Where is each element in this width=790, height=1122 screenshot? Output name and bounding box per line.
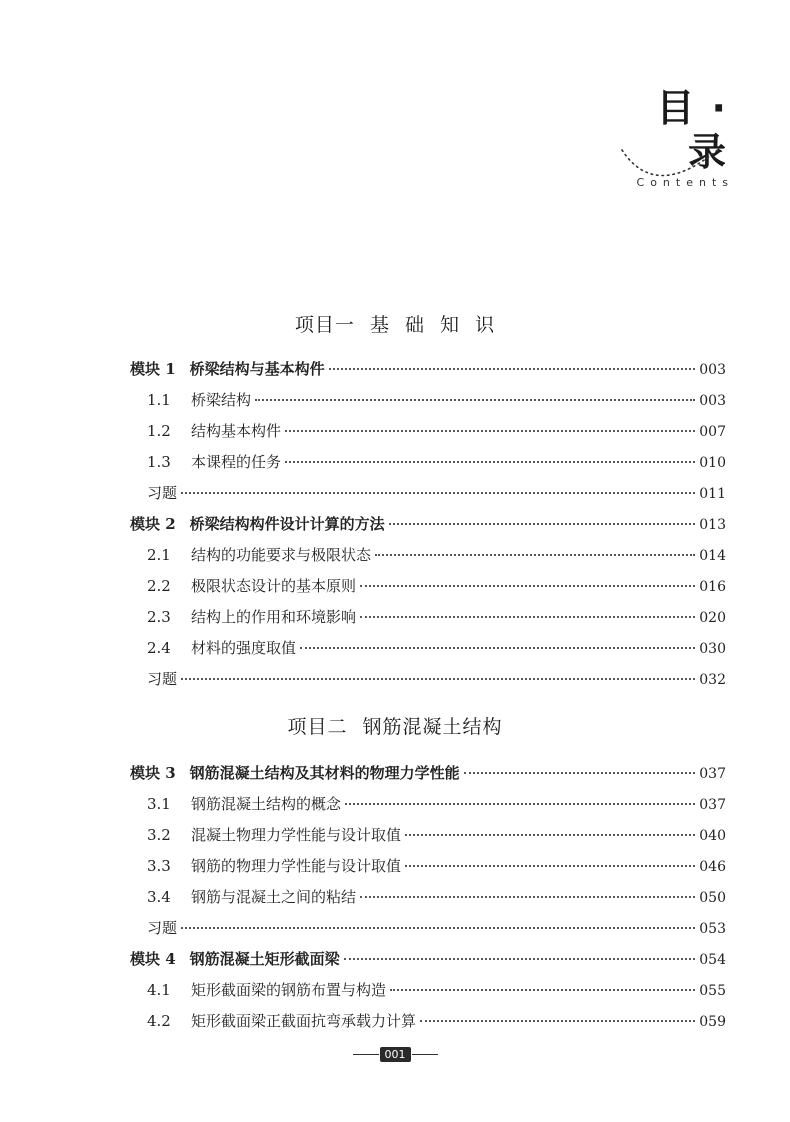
toc-row[interactable]: [130, 387, 726, 413]
toc-number: 3.1: [147, 795, 171, 813]
toc-number: 模块 1: [130, 360, 176, 378]
toc-row[interactable]: [130, 977, 726, 1003]
toc-label: 材料的强度取值: [191, 639, 297, 657]
toc-label: 结构基本构件: [191, 422, 282, 440]
toc-row[interactable]: [130, 853, 726, 879]
toc-row[interactable]: [130, 1008, 726, 1034]
toc-label: 桥梁结构构件设计计算的方法: [189, 515, 385, 533]
toc-number: 4.2: [147, 1012, 171, 1030]
toc-row[interactable]: [130, 791, 726, 817]
toc-page: 055: [699, 983, 726, 999]
page-number: 001: [380, 1047, 411, 1062]
project-two-title: 项目二 钢筋混凝土结构: [287, 716, 503, 738]
toc-row[interactable]: [130, 884, 726, 910]
toc-page: 037: [699, 797, 726, 813]
toc-row[interactable]: [130, 573, 726, 599]
toc-row[interactable]: [130, 604, 726, 630]
dot-leader: [255, 399, 695, 401]
toc-label: 结构上的作用和环境影响: [191, 608, 357, 626]
toc-number: 1.3: [147, 453, 171, 471]
toc-page: 040: [699, 828, 726, 844]
toc-label: 习题: [147, 919, 178, 937]
toc-number: 2.3: [147, 608, 171, 626]
dot-leader: [345, 803, 695, 805]
toc-row[interactable]: [130, 822, 726, 848]
toc-number: 2.2: [147, 577, 171, 595]
dot-leader: [390, 989, 695, 991]
toc-page: 050: [699, 890, 726, 906]
toc-label: 习题: [147, 670, 178, 688]
toc-label: 矩形截面梁正截面抗弯承载力计算: [191, 1012, 417, 1030]
dot-leader: [360, 585, 695, 587]
toc-label: 结构的功能要求与极限状态: [191, 546, 372, 564]
toc-label: 本课程的任务: [191, 453, 282, 471]
toc-row[interactable]: [130, 760, 726, 786]
dot-leader: [300, 647, 695, 649]
toc-label: 钢筋与混凝土之间的粘结: [191, 888, 357, 906]
dot-leader: [375, 554, 695, 556]
toc-row[interactable]: [130, 511, 726, 537]
dot-leader: [344, 958, 696, 960]
toc-row[interactable]: [130, 480, 726, 506]
toc-page: 059: [699, 1014, 726, 1030]
toc-page: 054: [699, 952, 726, 968]
toc-row[interactable]: [130, 418, 726, 444]
toc-page: 016: [699, 579, 726, 595]
toc-page: 030: [699, 641, 726, 657]
dot-leader: [285, 461, 695, 463]
toc-label: 钢筋的物理力学性能与设计取值: [191, 857, 402, 875]
dot-leader: [389, 523, 696, 525]
toc-page: 010: [699, 455, 726, 471]
toc-number: 模块 3: [130, 764, 176, 782]
toc-number: 模块 2: [130, 515, 176, 533]
toc-label: 习题: [147, 484, 178, 502]
toc-row[interactable]: [130, 666, 726, 692]
toc-label: 混凝土物理力学性能与设计取值: [191, 826, 402, 844]
dotted-arc-ornament: [616, 142, 726, 192]
dot-leader: [181, 492, 695, 494]
toc-page: 046: [699, 859, 726, 875]
page-footer: [0, 1047, 790, 1062]
dot-leader: [464, 772, 696, 774]
dot-leader: [360, 896, 695, 898]
toc-number: 3.2: [147, 826, 171, 844]
contents-title: 目 · 录: [656, 86, 728, 174]
toc-page: 007: [699, 424, 726, 440]
dot-leader: [405, 865, 695, 867]
toc-label: 极限状态设计的基本原则: [191, 577, 357, 595]
dot-leader: [405, 834, 695, 836]
toc-page: 032: [699, 672, 726, 688]
toc-number: 模块 4: [130, 950, 176, 968]
toc-label: 桥梁结构: [191, 391, 252, 409]
dot-leader: [285, 430, 695, 432]
toc-number: 1.2: [147, 422, 171, 440]
toc-label: 桥梁结构与基本构件: [189, 360, 325, 378]
dot-leader: [420, 1020, 695, 1022]
footer-rule-left: [353, 1054, 379, 1055]
dot-leader: [360, 616, 695, 618]
toc-page: 037: [699, 766, 726, 782]
project-one-title: 项目一 基 础 知 识: [294, 314, 496, 336]
contents-subtitle: Contents: [636, 176, 734, 189]
toc-number: 2.1: [147, 546, 171, 564]
toc-label: 矩形截面梁的钢筋布置与构造: [191, 981, 387, 999]
toc-row[interactable]: [130, 915, 726, 941]
toc-label: 钢筋混凝土结构的概念: [191, 795, 342, 813]
toc-page: 003: [699, 362, 726, 378]
toc-row[interactable]: [130, 449, 726, 475]
toc-page: 003: [699, 393, 726, 409]
toc-number: 3.3: [147, 857, 171, 875]
toc-row[interactable]: [130, 356, 726, 382]
toc-page: 020: [699, 610, 726, 626]
dot-leader: [181, 927, 695, 929]
toc-label: 钢筋混凝土结构及其材料的物理力学性能: [189, 764, 460, 782]
toc-page: 013: [699, 517, 726, 533]
toc-number: 3.4: [147, 888, 171, 906]
footer-rule-right: [412, 1054, 438, 1055]
toc-row[interactable]: [130, 635, 726, 661]
toc-row[interactable]: [130, 542, 726, 568]
toc-page: 053: [699, 921, 726, 937]
toc-label: 钢筋混凝土矩形截面梁: [189, 950, 340, 968]
toc-page: 014: [699, 548, 726, 564]
dot-leader: [329, 368, 696, 370]
dot-leader: [181, 678, 695, 680]
toc-page: 011: [699, 486, 726, 502]
toc-number: 4.1: [147, 981, 171, 999]
toc-row[interactable]: [130, 946, 726, 972]
toc-number: 1.1: [147, 391, 171, 409]
toc-number: 2.4: [147, 639, 171, 657]
